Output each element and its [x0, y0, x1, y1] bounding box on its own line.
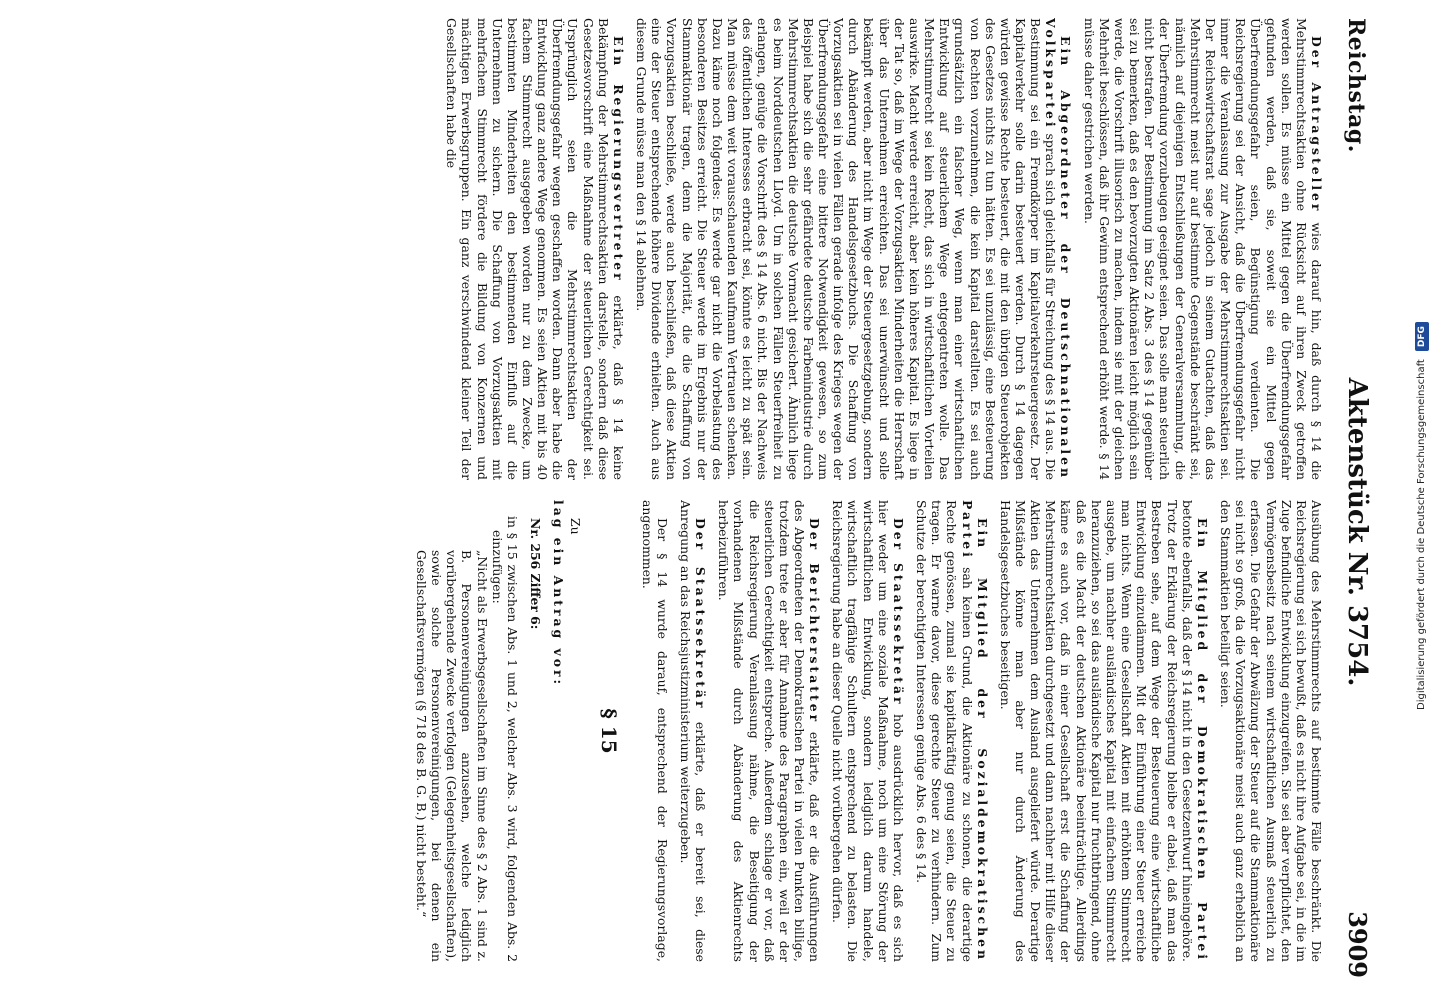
- paragraph: [551, 500, 566, 962]
- speaker: Ein Mitglied der Demokratischen Partei: [1194, 518, 1210, 962]
- paragraph: [1082, 18, 1325, 480]
- antrag-quote: „Nicht als Erwerbsgesellschaften im Sinne des § 2 Abs. 1 sind z. B. Personenvereinigungen anzusehen, welche lediglich vorübergehende Zwecke verfolgen (Gelegenheitsgesellschaften), sowie solche Personenvereinigungen, bei denen ein Gesellschaftsvermögen (§ 718 des B. G. B.) nicht besteht.“: [414, 550, 490, 962]
- paragraph: Ausübung des Mehrstimmrechts auf bestimmte Fälle beschränkt. Die Reichsregierung sei sich bewußt, daß es nicht ihre Aufgabe sei, in die im Zuge befindliche Entwicklung einzugreifen. Sie sei aber verpflichtet, den Vermögensbesitz nach seinem wirtschaftlichen Ausmaß steuerlich zu erfassen. Die Gefahr der Abwälzung der Steuer auf die Stammaktionäre sei nicht so groß, da die Vorzugsaktionäre meist auch ganz erheblich an den Stammaktien beteiligt seien.: [1218, 500, 1324, 962]
- speaker: Ein Abgeordneter der Deutschnationalen Volkspartei: [1043, 18, 1074, 480]
- speaker: Der Staatssekretär: [693, 518, 709, 711]
- paragraph: [716, 500, 822, 962]
- paragraph-text: erklärte, daß § 14 keine Bekämpfung der Mehrstimmrechtsaktien darstelle, sondern daß diese Gesetzesvorschrift eine Maßnahme der steuerlichen Gerechtigkeit sei. Ursprünglich seien die Mehrstimmrechtsaktien der Überfremdungsgefahr wegen geschaffen worden. Dann aber habe die Entwicklung ganz andere Wege genommen. Es seien Aktien mit bis 40 fachem Stimmrecht ausgegeben worden nur zu dem Zwecke, um bestimmten Minderheiten den bestimmenden Einfluß auf die Unternehmen zu sichern. Die Schaffung von Vorzugsaktien mit mehrfachem Stimmrecht fördere die Bildung von Konzernen und mächtigen Erwerbsgruppen. Ein ganz verschwindend kleiner Teil der Gesellschaften habe die: [444, 18, 626, 480]
- header-left: Reichstag.: [1343, 18, 1369, 153]
- paragraph: [639, 500, 669, 962]
- paragraph-text: betonte ebenfalls, daß der § 14 nicht in den Gesetzentwurf hineingehöre. Trotz der Erklärung der Reichsregierung bleibe er dabei, daß man das Bestreben sehe, auf dem Wege der Besteuerung eine wirtschaftliche Entwicklung einzudämmen. Mit der Einführung einer Steuer erreiche man nichts. Wenn eine Gesellschaft Aktien mit erhöhtem Stimmrecht ausgebe, um nachher ausländisches Kapital mit einfachem Stimmrecht heranzuziehen, so sei das ausländische Kapital nur fruchtbringend, ohne daß es die Macht der deutschen Aktionäre beeinträchtige. Allerdings käme es auch vor, daß in einer Gesellschaft erst die Schaffung der Mehrstimmrechtsaktien durchgesetzt und dann nachher mit Hilfe dieser Aktien das Unternehmen dem Ausland ausgeliefert würde. Derartige Mißstände könne man aber nur durch Änderung des Handelsgesetzbuches beseitigen.: [997, 500, 1195, 962]
- document-page: [2, 8, 1392, 993]
- paragraph: [830, 500, 906, 962]
- paragraph: [634, 18, 1074, 480]
- paragraph-text: Der § 14 wurde darauf, entsprechend der Regierungsvorlage, angenommen.: [639, 500, 670, 962]
- paragraph-text: sprach sich gleichfalls für Streichung des § 14 aus. Die Bestimmung sei ein Fremdkörper im Kapitalverkehrsteuergesetz. Der Kapitalverkehr solle darin besteuert werden. Durch § 14 dagegen würden gewisse Rechte besteuert, die mit den übrigen Steuerobjekten des Gesetzes nichts zu tun hätten. Es sei unzulässig, eine Besteuerung von Rechten vorzunehmen, die kein Kapital darstellten. Es sei auch grundsätzlich ein falscher Weg, wenn man einer wirtschaftlichen Entwicklung auf steuerlichem Wege entgegentreten wolle. Das Mehrstimmrecht sei kein Recht, das sich in wirtschaftlichen Vorteilen auswirke. Macht werde erreicht, aber kein höheres Kapital. Es liege in der Tat so, daß im Wege der Vorzugsaktien Minderheiten die Herrschaft über das Unternehmen erreichten. Das sei unerwünscht und solle bekämpft werden, aber nicht im Wege der Steuergesetzgebung, sondern durch Abänderung des Handelsgesetzbuchs. Die Schaffung von Vorzugsaktien sei in vielen Fällen gerade infolge des Krieges wegen der Überfremdungsgefahr eine bittere Notwendigkeit gewesen, so zum Beispiel habe sich die sehr gefährdete deutsche Farbenindustrie durch Mehrstimmrechtsaktien die deutsche Vormacht gesichert. Ähnlich liege es beim Norddeutschen Lloyd. Um in solchen Fällen Steuerfreiheit zu erlangen, genüge die Vorschrift des § 14 Abs. 6 nicht. Bis der Nachweis des öffentlichen Interesses erbracht sei, könnte es leicht zu spät sein. Man müsse dem weit vorausschauenden Kaufmann Vertrauen schenken. Dazu käme noch folgendes: Es werde gar nicht die Vorbelastung des besonderen Besitzes erreicht. Die Steuer werde im Ergebnis nur der Stammaktionär tragen, denn die Majorität, die die Schaffung von Vorzugsaktien beschließe, werde auch beschließen, daß diese Aktien eine der Steuer entsprechende höhere Dividende erhielten. Auch aus diesem Grunde müsse man den § 14 ablehnen.: [634, 18, 1059, 480]
- antrag-body: in § 15 zwischen Abs. 1 und 2, welcher Abs. 3 wird, folgenden Abs. 2 einzufügen:: [489, 516, 520, 962]
- paragraph: [914, 500, 990, 962]
- paragraph-text: hob ausdrücklich hervor, daß es sich hier weder um eine soziale Maßnahme, noch um eine Störung der wirtschaftlichen Entwicklung, sondern lediglich darum handele, wirtschaftlich tragfähige Schultern entsprechend zu belasten. Die Reichsregierung habe an dieser Quelle nicht vorübergehen dürfen.: [830, 500, 906, 962]
- speaker: Ein Mitglied der Sozialdemokratischen Partei: [959, 500, 990, 962]
- header-center: Aktenstück Nr. 3754.: [1342, 377, 1372, 687]
- paragraph: [678, 500, 708, 962]
- speaker: Ein Regierungsvertreter: [610, 36, 626, 283]
- credit-text: Digitalisierung gefördert durch die Deutsche Forschungsgemeinschaft: [1416, 359, 1427, 710]
- speaker: Der Staatssekretär: [890, 518, 906, 707]
- paragraph-text: sah keinen Grund, die Aktionäre zu schonen, die derartige Rechte genössen, zumal sie kapitalkräftig genug seien, die Steuer zu tragen. Er warne davor, diese gerechte Steuer zu verhindern. Zum Schutze der berechtigten Interessen genüge Abs. 6 des § 14.: [914, 500, 975, 962]
- digitization-sidebar: [1413, 10, 1431, 710]
- paragraph-text: erklärte, daß er die Ausführungen des Abgeordneten der Demokratischen Partei in vielen Punkten billige, trotzdem trete er aber für Annahme des Paragraphen ein, weil er der steuerlichen Gerechtigkeit entspreche. Außerdem schlage er vor, daß die Reichsregierung Veranlassung nähme, die Beseitigung der vorhandenen Mißstände durch Abänderung des Aktienrechts herbeizuführen.: [716, 500, 823, 962]
- paragraph: [444, 18, 626, 480]
- speaker: Der Berichterstatter: [807, 518, 823, 725]
- sidebar-inner: [1413, 10, 1431, 710]
- antrag-line: lag ein Antrag vor:: [551, 500, 567, 688]
- section-heading: § 15: [597, 708, 622, 754]
- speaker: Der Antragsteller: [1309, 36, 1324, 214]
- dfg-logo: DFG: [1415, 322, 1429, 351]
- page-number: 3909: [1343, 911, 1372, 978]
- paragraph-text: erklärte, daß er bereit sei, diese Anregung an das Reichsjustizministerium weiterzugeben.: [677, 500, 709, 962]
- paragraph-text: wies darauf hin, daß durch § 14 die Mehrstimmrechtsaktien ohne Rücksicht auf ihren Zweck getroffen werden sollen. Es müsse ein Mittel gegen die Überfremdungsgefahr gefunden werden, daß sie, soweit sie ein Mittel gegen Überfremdungsgefahr seien, Begünstigung verdienten. Die Reichsregierung sei der Ansicht, daß die Überfremdungsgefahr nicht immer die Veranlassung zur Ausgabe der Mehrstimmrechtsaktien sei. Der Reichswirtschaftsrat sage jedoch in seinem Gutachten, daß das Mehrstimmrecht meist nur auf bestimmte Gegenstände beschränkt sei, nämlich auf diejenigen Entschließungen der Generalversammlung, die der Überfremdung vorzubeugen geeignet seien. Das solle man steuerlich nicht bestrafen. Der Bestimmung im Satz 2 Abs. 3 des § 14 gegenüber sei zu bemerken, daß es den bevorzugten Aktionären leicht möglich sein werde, die Vorschrift illusorisch zu machen, indem sie mit der gleichen Mehrheit beschlössen, daß ihr Gewinn entsprechend erhöht werde. § 14 müsse daher gestrichen werden.: [1081, 18, 1324, 480]
- paragraph: [568, 500, 583, 962]
- paragraph: [998, 500, 1210, 962]
- antrag-intro: Zu: [568, 518, 584, 535]
- antrag-reference: Nr. 256 Ziffer 6:: [528, 518, 544, 630]
- right-column: [24, 500, 1324, 962]
- left-column: [24, 18, 1324, 480]
- page-header: [1332, 18, 1372, 978]
